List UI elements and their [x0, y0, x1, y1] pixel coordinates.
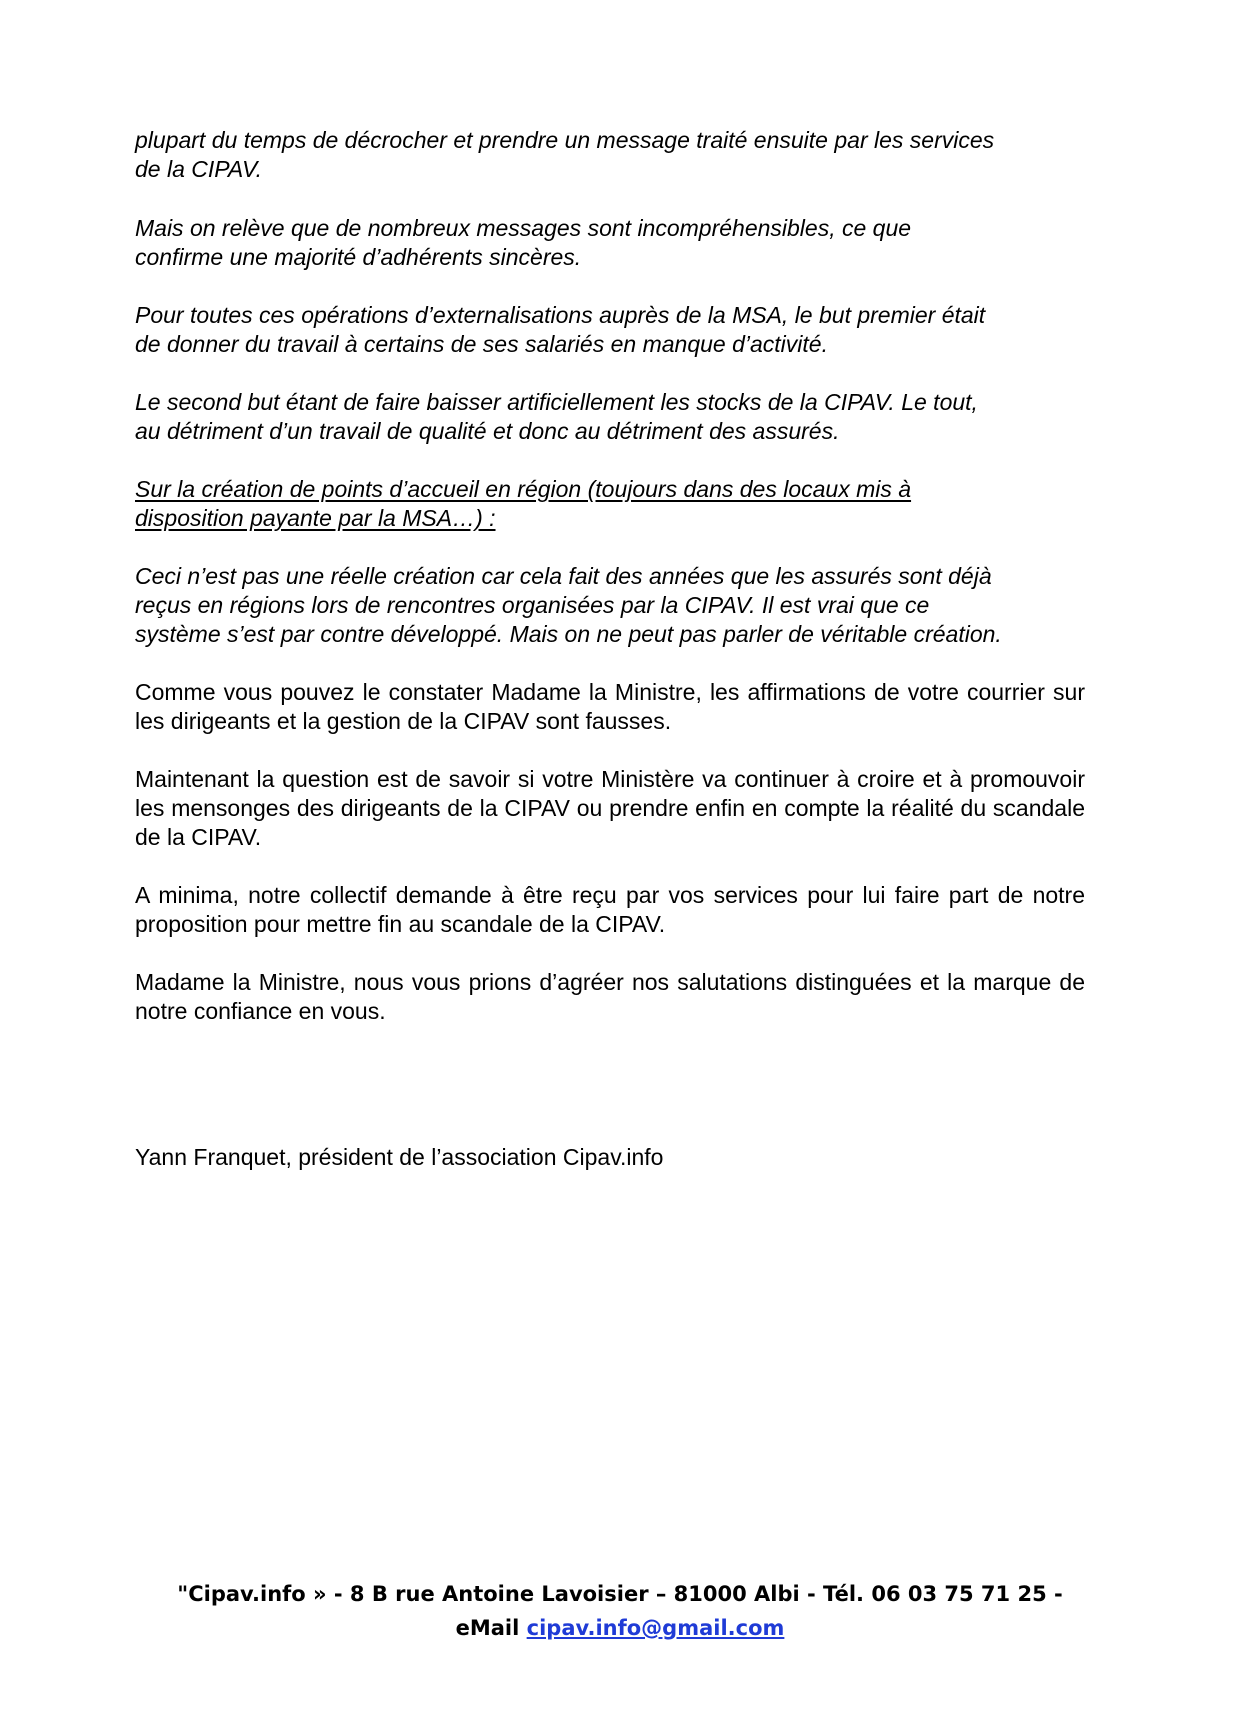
signature: Yann Franquet, président de l’association Cipav.info — [135, 1144, 664, 1170]
paragraph-not-real-creation — [135, 562, 1085, 649]
page-footer — [0, 1577, 1240, 1645]
paragraph-message-handling — [135, 126, 1085, 184]
paragraph-closing-salutation: Madame la Ministre, nous vous prions d’agréer nos salutations distinguées et la marque de notre confiance en vous. — [135, 969, 1085, 1024]
text-line: plupart du temps de décrocher et prendre un message traité ensuite par les services — [135, 127, 995, 153]
text-line: Ceci n’est pas une réelle création car cela fait des années que les assurés sont déjà — [135, 563, 992, 589]
text-line: au détriment d’un travail de qualité et donc au détriment des assurés. — [135, 418, 840, 444]
text-line: reçus en régions lors de rencontres organisées par la CIPAV. Il est vrai que ce — [135, 592, 930, 618]
text-line: Sur la création de points d’accueil en région (toujours dans des locaux mis à — [135, 476, 912, 502]
section-heading-reception-points — [135, 475, 1085, 533]
paragraph-claims-false: Comme vous pouvez le constater Madame la Ministre, les affirmations de votre courrier sur les dirigeants et la gestion de la CIPAV sont fausses. — [135, 679, 1085, 734]
text-line: système s’est par contre développé. Mais on ne peut pas parler de véritable création. — [135, 621, 1002, 647]
text-line: de donner du travail à certains de ses salariés en manque d’activité. — [135, 331, 828, 357]
paragraph-meeting-request: A minima, notre collectif demande à être reçu par vos services pour lui faire part de notre proposition pour mettre fin au scandale de la CIPAV. — [135, 882, 1085, 937]
email-link[interactable]: cipav.info@gmail.com — [526, 1616, 785, 1640]
paragraph-incomprehensible-messages — [135, 214, 1085, 272]
footer-email-label: eMail — [455, 1616, 520, 1640]
paragraph-second-goal — [135, 388, 1085, 446]
text-line: confirme une majorité d’adhérents sincères. — [135, 244, 582, 270]
paragraph-externalisation-goal — [135, 301, 1085, 359]
text-line: Pour toutes ces opérations d’externalisations auprès de la MSA, le but premier était — [135, 302, 986, 328]
text-line: Mais on relève que de nombreux messages sont incompréhensibles, ce que — [135, 215, 912, 241]
paragraph-ministry-question: Maintenant la question est de savoir si votre Ministère va continuer à croire et à promouvoir les mensonges des dirigeants de la CIPAV ou prendre enfin en compte la réalité du scandale de la CIPAV. — [135, 766, 1085, 850]
text-line: disposition payante par la MSA…) : — [135, 505, 496, 531]
text-line: Le second but étant de faire baisser artificiellement les stocks de la CIPAV. Le tout, — [135, 389, 978, 415]
text-line: de la CIPAV. — [135, 156, 262, 182]
footer-email-line — [0, 1611, 1240, 1645]
footer-address: "Cipav.info » - 8 B rue Antoine Lavoisier – 81000 Albi - Tél. 06 03 75 71 25 - — [177, 1582, 1063, 1606]
